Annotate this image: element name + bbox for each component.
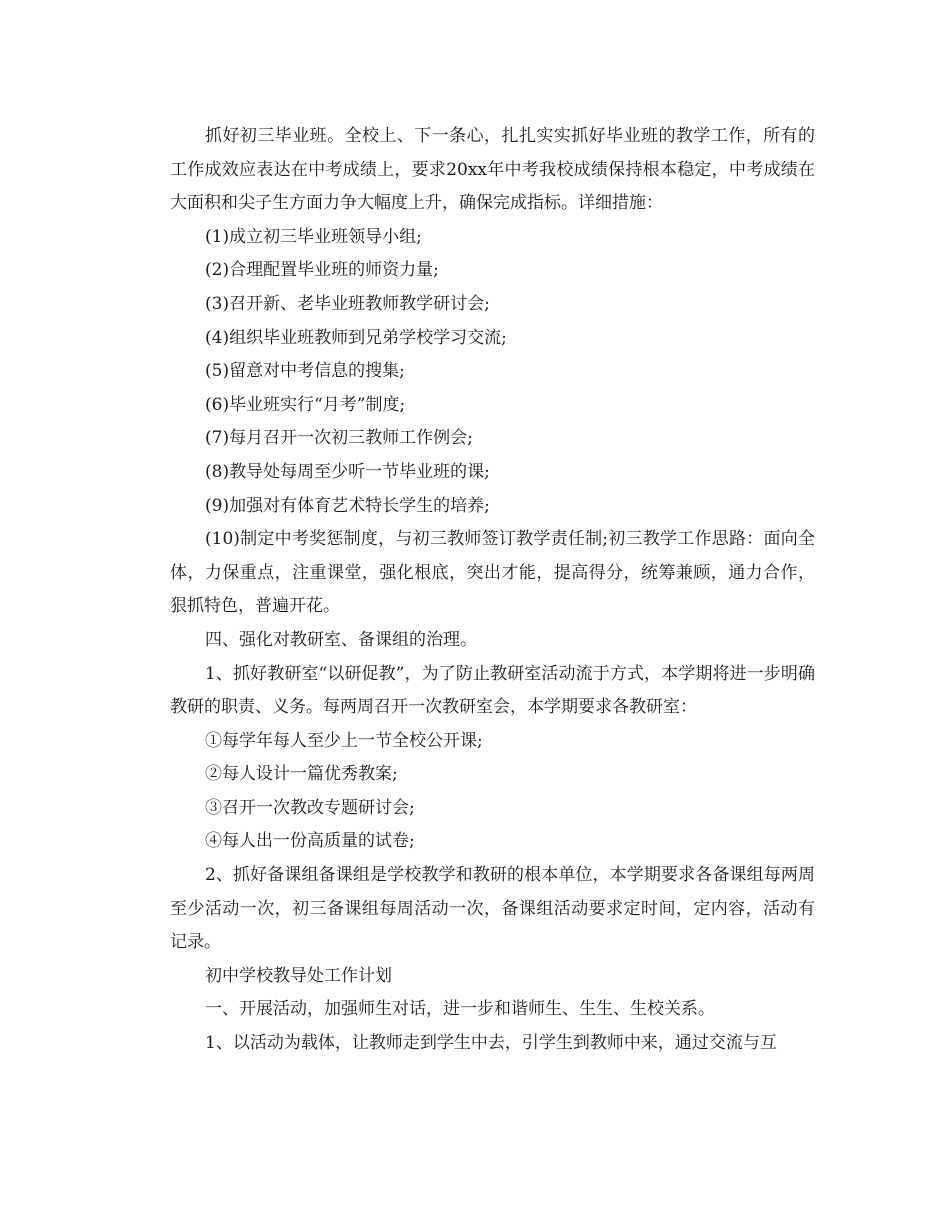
measure-item-3: (3)召开新、老毕业班教师教学研讨会; bbox=[205, 293, 490, 314]
measure-item-7: (7)每月召开一次初三教师工作例会; bbox=[205, 428, 473, 449]
measure-item-8: (8)教导处每周至少听一节毕业班的课; bbox=[205, 461, 490, 482]
paragraph-teaching-research: 1、抓好教研室“以研促教”，为了防止教研室活动流于方式，本学期将进一步明确教研的职责、义务。每两周召开一次教研室会，本学期要求各教研室： bbox=[170, 663, 815, 718]
measure-item-6: (6)毕业班实行“月考”制度; bbox=[205, 394, 406, 415]
requirement-item-1: ①每学年每人至少上一节全校公开课; bbox=[205, 730, 483, 751]
paragraph-activities: 1、以活动为载体，让教师走到学生中去，引学生到教师中来，通过交流与互 bbox=[205, 1033, 777, 1054]
paragraph-lesson-groups: 2、抓好备课组备课组是学校教学和教研的根本单位，本学期要求各备课组每两周至少活动一次，初三备课组每周活动一次，备课组活动要求定时间，定内容，活动有记录。 bbox=[170, 865, 815, 953]
requirement-item-3: ③召开一次教改专题研讨会; bbox=[205, 797, 415, 818]
measure-item-9: (9)加强对有体育艺术特长学生的培养; bbox=[205, 495, 490, 516]
measure-item-2: (2)合理配置毕业班的师资力量; bbox=[205, 260, 439, 281]
document-body bbox=[170, 120, 815, 1061]
requirement-item-2: ②每人设计一篇优秀教案; bbox=[205, 764, 398, 785]
section-heading-four: 四、强化对教研室、备课组的治理。 bbox=[205, 629, 477, 650]
plan-title: 初中学校教导处工作计划 bbox=[205, 965, 392, 986]
measure-item-1: (1)成立初三毕业班领导小组; bbox=[205, 226, 422, 247]
requirement-item-4: ④每人出一份高质量的试卷; bbox=[205, 831, 415, 852]
section-heading-one: 一、开展活动，加强师生对话，进一步和谐师生、生生、生校关系。 bbox=[205, 999, 715, 1020]
paragraph-graduating-class: 抓好初三毕业班。全校上、下一条心，扎扎实实抓好毕业班的教学工作，所有的工作成效应表达在中考成绩上，要求20xx年中考我校成绩保持根本稳定，中考成绩在大面积和尖子生方面力争大幅度上升，确保完成指标。详细措施： bbox=[170, 126, 815, 214]
measure-item-5: (5)留意对中考信息的搜集; bbox=[205, 361, 405, 382]
measure-item-10: (10)制定中考奖惩制度，与初三教师签订教学责任制;初三教学工作思路：面向全体，力保重点，注重课堂，强化根底，突出才能，提高得分，统筹兼顾，通力合作，狠抓特色，普遍开花。 bbox=[170, 529, 815, 617]
measure-item-4: (4)组织毕业班教师到兄弟学校学习交流; bbox=[205, 327, 507, 348]
